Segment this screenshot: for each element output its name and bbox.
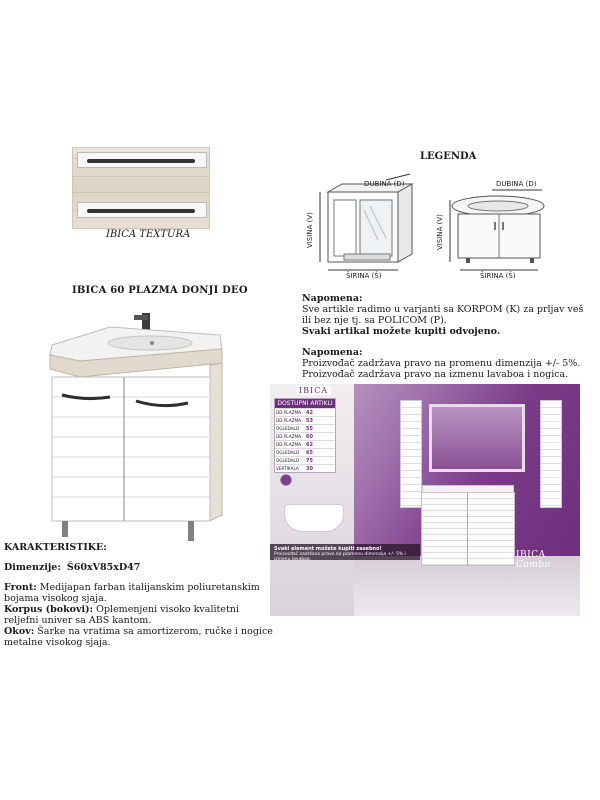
dim-value: Š60xV85xD47 — [66, 562, 141, 573]
table-row: DD PLAZMA 42 — [275, 408, 335, 416]
table-row: OGLEDALO 65 — [275, 448, 335, 456]
brochure-brand: IBICA — [296, 386, 331, 395]
product-title: IBICA 60 PLAZMA DONJI DEO — [72, 285, 248, 296]
legend-right-sirina: ŠIRINA (Š) — [480, 272, 516, 280]
table-row: DD PLAZMA 62 — [275, 440, 335, 448]
legend-left-sirina: ŠIRINA (Š) — [346, 272, 382, 280]
table-row: DD PLAZMA 53 — [275, 416, 335, 424]
texture-caption: IBICA TEXTURA — [106, 229, 191, 240]
legend-right-dubina: DUBINA (D) — [496, 180, 537, 188]
legend-left-visina: VISINA (V) — [306, 212, 314, 248]
brochure-strip-text: Proizvođač zadržava pravo na promenu dimenzija +/- 5% i izmenu lavaboa. — [274, 552, 406, 562]
texture-swatch — [72, 147, 210, 229]
notes-block — [302, 293, 592, 380]
vertical-cabinet-left — [400, 400, 422, 508]
note-line-2: Svaki artikal možete kupiti odvojeno. — [302, 326, 501, 337]
table-row: OGLEDALO 55 — [275, 424, 335, 432]
legend-right-visina: VISINA (V) — [436, 214, 444, 250]
okov-label: Okov: — [4, 626, 35, 637]
table-row: OGLEDALO 75 — [275, 456, 335, 464]
note-heading-2: Napomena: — [302, 347, 363, 358]
specs-heading: KARAKTERISTIKE: — [4, 542, 107, 553]
brochure-table-header: DOSTUPNI ARTIKLI — [275, 399, 335, 408]
note-line-3: Proizvođač zadržava pravo na promenu dimenzija +/- 5%. — [302, 358, 581, 369]
korpus-label: Korpus (bokovi): — [4, 604, 94, 615]
cabinet-illustration — [40, 305, 230, 545]
front-label: Front: — [4, 582, 37, 593]
legend-title: LEGENDA — [420, 151, 477, 162]
brochure-image — [270, 384, 580, 616]
brochure-caption-strip — [270, 544, 420, 560]
note-heading-1: Napomena: — [302, 293, 363, 304]
korpus-text: Oplemenjeni visoko kvalitetni reljefni univer sa ABS kantom. — [4, 604, 239, 626]
mirror-graphic — [429, 404, 525, 472]
note-line-1: Sve artikle radimo u varjanti sa KORPOM (K) za prljav veš ili bez nje tj. sa POLICOM (P). — [302, 304, 584, 326]
flowers-graphic — [280, 474, 292, 504]
base-cabinet-graphic — [421, 492, 515, 566]
note-line-4: Proizvođač zadržava pravo na izmenu lavaboa i nogica. — [302, 369, 569, 380]
brochure-combo-label: IBICA Combo — [516, 550, 551, 570]
bathtub-graphic — [284, 504, 344, 532]
legend-left-dubina: DUBINA (D) — [364, 180, 405, 188]
legend-diagrams — [298, 170, 560, 280]
table-row: DD PLAZMA 60 — [275, 432, 335, 440]
table-row: VERTIKALA 30 — [275, 464, 335, 472]
brochure-table — [274, 398, 336, 473]
brochure-strip-title: Svaki element možete kupiti zasebno! — [274, 546, 382, 552]
vertical-cabinet-right — [540, 400, 562, 508]
specs-block — [4, 542, 274, 648]
okov-text: Šarke na vratima sa amortizerom, ručke i nogice metalne visokog sjaja. — [4, 626, 273, 648]
front-text: Medijapan farban italijanskim poliuretanskim bojama visokog sjaja. — [4, 582, 260, 604]
dim-label: Dimenzije: — [4, 562, 61, 573]
